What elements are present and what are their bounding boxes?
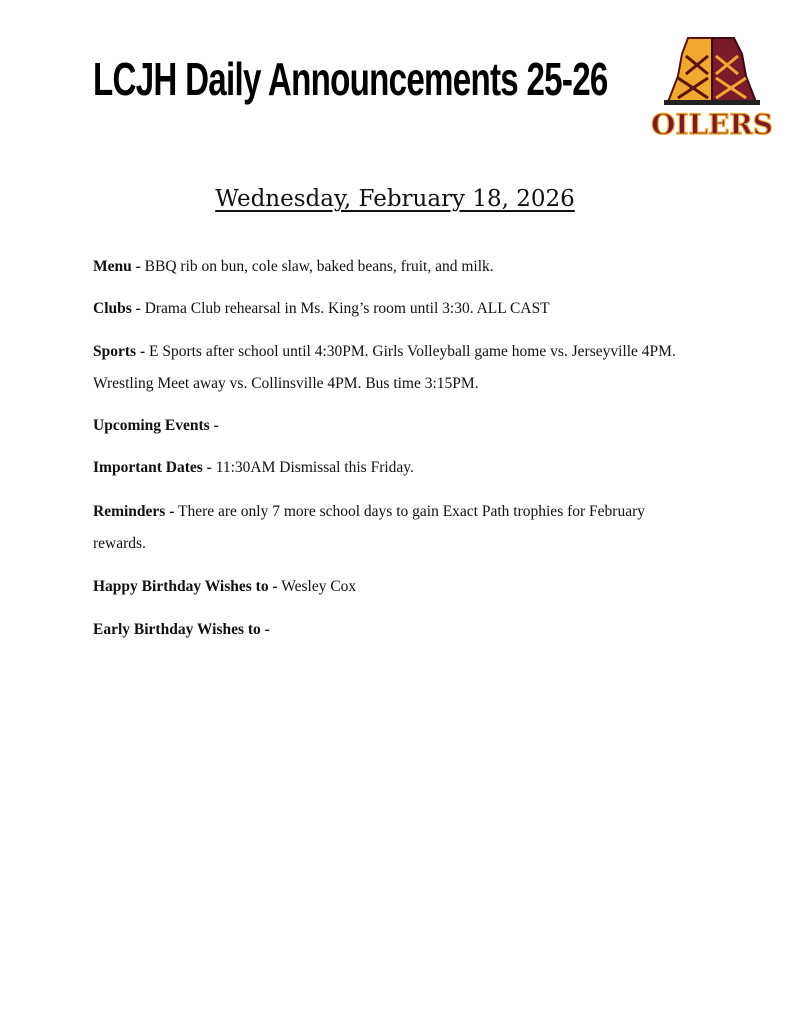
upcoming-events-label: Upcoming Events - — [93, 417, 219, 434]
clubs-text: Drama Club rehearsal in Ms. King’s room until 3:30. ALL CAST — [144, 300, 550, 317]
clubs-label: Clubs - — [93, 300, 141, 317]
important-dates-label: Important Dates - — [93, 459, 212, 476]
reminders-line — [93, 503, 645, 521]
menu-line — [93, 258, 494, 276]
page-title: LCJH Daily Announcements 25-26 — [93, 53, 608, 105]
sports-label: Sports - — [93, 343, 146, 360]
early-birthday-label: Early Birthday Wishes to - — [93, 621, 270, 638]
svg-text:OILERS: OILERS — [650, 108, 774, 141]
birthday-label: Happy Birthday Wishes to - — [93, 578, 278, 595]
sports-line-2: Wrestling Meet away vs. Collinsville 4PM. Bus time 3:15PM. — [93, 375, 479, 392]
reminders-text: There are only 7 more school days to gain Exact Path trophies for February — [177, 503, 645, 520]
sports-text: E Sports after school until 4:30PM. Girls Volleyball game home vs. Jerseyville 4PM. — [148, 343, 676, 360]
announcement-date: Wednesday, February 18, 2026 — [215, 186, 575, 212]
oilers-logo — [648, 34, 776, 142]
clubs-line — [93, 300, 550, 318]
birthday-text: Wesley Cox — [281, 578, 357, 595]
upcoming-events-line — [93, 417, 219, 435]
early-birthday-line — [93, 621, 270, 639]
birthday-line — [93, 578, 356, 596]
menu-text: BBQ rib on bun, cole slaw, baked beans, fruit, and milk. — [144, 258, 494, 275]
sports-line — [93, 343, 676, 361]
menu-label: Menu - — [93, 258, 141, 275]
important-dates-line — [93, 459, 414, 477]
reminders-line-2: rewards. — [93, 535, 146, 552]
reminders-label: Reminders - — [93, 503, 175, 520]
important-dates-text: 11:30AM Dismissal this Friday. — [215, 459, 414, 476]
